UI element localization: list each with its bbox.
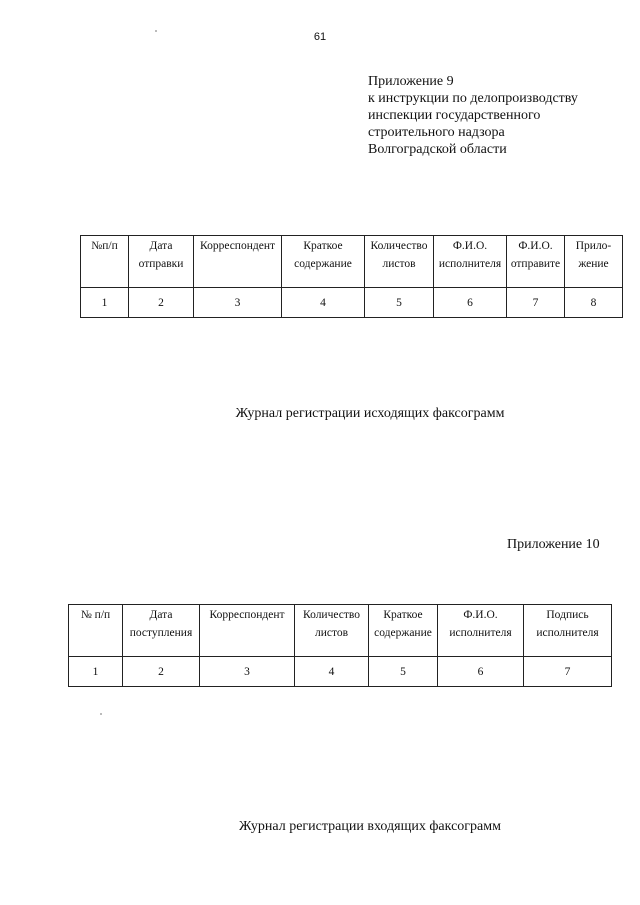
column-header-cell <box>200 605 295 657</box>
column-header-cell <box>434 236 507 288</box>
outgoing-fax-journal-table <box>80 235 623 318</box>
column-number-cell: 7 <box>507 288 565 318</box>
column-header-line: исполнителя <box>438 258 502 270</box>
column-header-cell <box>524 605 612 657</box>
column-header-line: исполнителя <box>536 627 599 639</box>
column-number-cell: 2 <box>129 288 194 318</box>
appendix-9-line: строительного надзора <box>368 125 505 140</box>
appendix-9-heading <box>368 73 578 158</box>
column-header-cell <box>282 236 365 288</box>
column-header-cell <box>507 236 565 288</box>
column-header-cell <box>369 605 438 657</box>
table-header-row <box>81 236 623 288</box>
column-number-cell: 8 <box>565 288 623 318</box>
column-number-cell: 7 <box>524 657 612 687</box>
column-header-cell <box>81 236 129 288</box>
column-number-cell: 4 <box>295 657 369 687</box>
column-header-cell <box>438 605 524 657</box>
column-header-line: Количество <box>303 609 360 621</box>
column-header-line: Ф.И.О. <box>452 240 488 252</box>
column-header-line: листов <box>382 258 416 270</box>
column-header-line: №п/п <box>91 240 118 252</box>
column-header-line: Количество <box>370 240 428 252</box>
column-number-cell: 3 <box>194 288 282 318</box>
column-header-line: Корреспондент <box>209 609 285 621</box>
column-number-cell: 1 <box>81 288 129 318</box>
column-header-cell <box>69 605 123 657</box>
column-header-cell <box>565 236 623 288</box>
column-header-line: отправите <box>510 258 561 270</box>
column-header-line: Дата <box>149 609 173 621</box>
outgoing-journal-title: Журнал регистрации исходящих факсограмм <box>235 406 505 421</box>
column-header-line: Прило- <box>575 240 612 252</box>
column-header-line: Краткое <box>383 609 423 621</box>
scan-speck <box>155 30 157 32</box>
column-number-cell: 4 <box>282 288 365 318</box>
column-header-cell <box>365 236 434 288</box>
column-header-line: Ф.И.О. <box>463 609 498 621</box>
column-header-cell <box>129 236 194 288</box>
table-number-row <box>69 657 612 687</box>
column-header-line: поступления <box>129 627 193 639</box>
column-header-line: Дата <box>149 240 173 252</box>
column-header-line: № п/п <box>80 609 111 621</box>
appendix-9-line: к инструкции по делопроизводству <box>368 91 578 106</box>
column-number-cell: 1 <box>69 657 123 687</box>
column-number-cell: 6 <box>438 657 524 687</box>
column-header-line: Ф.И.О. <box>518 240 553 252</box>
column-number-cell: 3 <box>200 657 295 687</box>
appendix-10-heading: Приложение 10 <box>507 537 600 552</box>
column-header-cell <box>194 236 282 288</box>
appendix-9-line: инспекции государственного <box>368 108 541 123</box>
column-header-line: Подпись <box>546 609 589 621</box>
column-header-line: отправки <box>138 258 184 270</box>
incoming-fax-journal-table <box>68 604 612 687</box>
appendix-9-line: Приложение 9 <box>368 74 454 89</box>
column-number-cell: 5 <box>369 657 438 687</box>
page-number: 61 <box>313 31 327 43</box>
column-number-cell: 2 <box>123 657 200 687</box>
appendix-9-line: Волгоградской области <box>368 142 507 157</box>
table-header-row <box>69 605 612 657</box>
column-header-line: Корреспондент <box>199 240 276 252</box>
column-number-cell: 5 <box>365 288 434 318</box>
column-header-line: листов <box>314 627 349 639</box>
column-header-cell <box>295 605 369 657</box>
table-number-row <box>81 288 623 318</box>
column-number-cell: 6 <box>434 288 507 318</box>
column-header-line: Краткое <box>303 240 343 252</box>
column-header-line: содержание <box>374 627 432 639</box>
incoming-journal-title: Журнал регистрации входящих факсограмм <box>239 819 501 834</box>
column-header-cell <box>123 605 200 657</box>
column-header-line: жение <box>578 258 609 270</box>
column-header-line: исполнителя <box>449 627 512 639</box>
scan-speck <box>100 713 102 715</box>
column-header-line: содержание <box>294 258 352 270</box>
